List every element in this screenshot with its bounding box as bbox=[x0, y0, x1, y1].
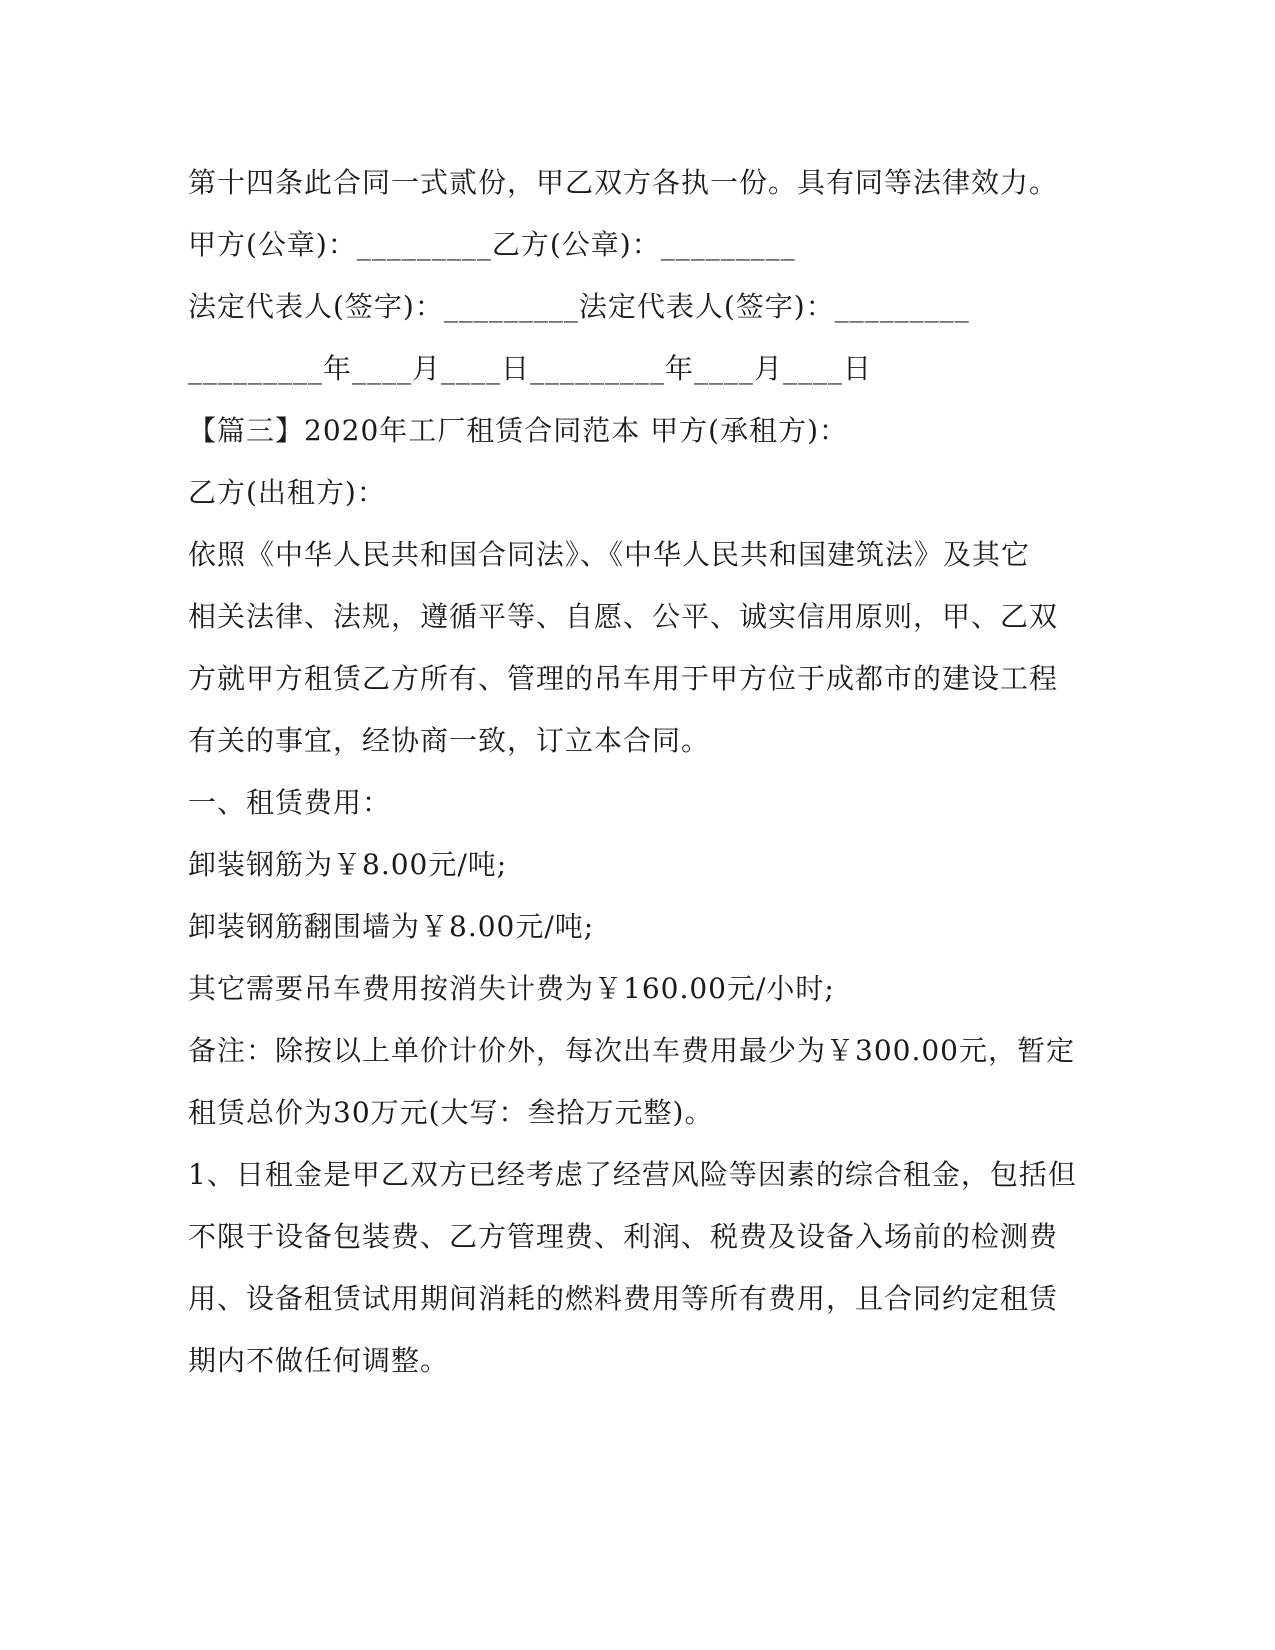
clause-1-line-3: 用、设备租赁试用期间消耗的燃料费用等所有费用，且合同约定租赁 bbox=[188, 1282, 1059, 1315]
fee-item-rebar-unloading: 卸装钢筋为￥8.00元/吨; bbox=[188, 848, 508, 881]
preamble-line-4: 有关的事宜，经协商一致，订立本合同。 bbox=[188, 724, 711, 757]
section-3-heading: 【篇三】2020年工厂租赁合同范本 甲方(承租方)： bbox=[188, 414, 849, 447]
remarks-line-2: 租赁总价为30万元(大写：叁拾万元整)。 bbox=[188, 1096, 714, 1129]
preamble-line-3: 方就甲方租赁乙方所有、管理的吊车用于甲方位于成都市的建设工程 bbox=[188, 662, 1059, 695]
clause-1-line-4: 期内不做任何调整。 bbox=[188, 1344, 450, 1377]
clause-1-line-1: 1、日租金是甲乙双方已经考虑了经营风险等因素的综合租金，包括但 bbox=[188, 1158, 1077, 1191]
preamble-line-2: 相关法律、法规，遵循平等、自愿、公平、诚实信用原则，甲、乙双 bbox=[188, 600, 1059, 633]
clause-1-line-2: 不限于设备包装费、乙方管理费、利润、税费及设备入场前的检测费 bbox=[188, 1220, 1059, 1253]
clause-14-text: 第十四条此合同一式贰份，甲乙双方各执一份。具有同等法律效力。 bbox=[188, 166, 1059, 199]
date-line: _________年____月____日_________年____月____日 bbox=[188, 352, 873, 385]
remarks-line-1: 备注：除按以上单价计价外，每次出车费用最少为￥300.00元，暂定 bbox=[188, 1034, 1075, 1067]
legal-representative-signature-line: 法定代表人(签字)：_________法定代表人(签字)：_________ bbox=[188, 290, 970, 323]
fee-item-hourly-crane: 其它需要吊车费用按消失计费为￥160.00元/小时; bbox=[188, 972, 835, 1005]
rental-fees-heading: 一、租赁费用： bbox=[188, 786, 392, 819]
fee-item-rebar-over-wall: 卸装钢筋翻围墙为￥8.00元/吨; bbox=[188, 910, 595, 943]
party-b-lessor-line: 乙方(出租方)： bbox=[188, 476, 386, 509]
party-a-b-seal-line: 甲方(公章)：_________乙方(公章)：_________ bbox=[188, 228, 796, 261]
preamble-line-1: 依照《中华人民共和国合同法》、《中华人民共和国建筑法》及其它 bbox=[188, 538, 1031, 571]
